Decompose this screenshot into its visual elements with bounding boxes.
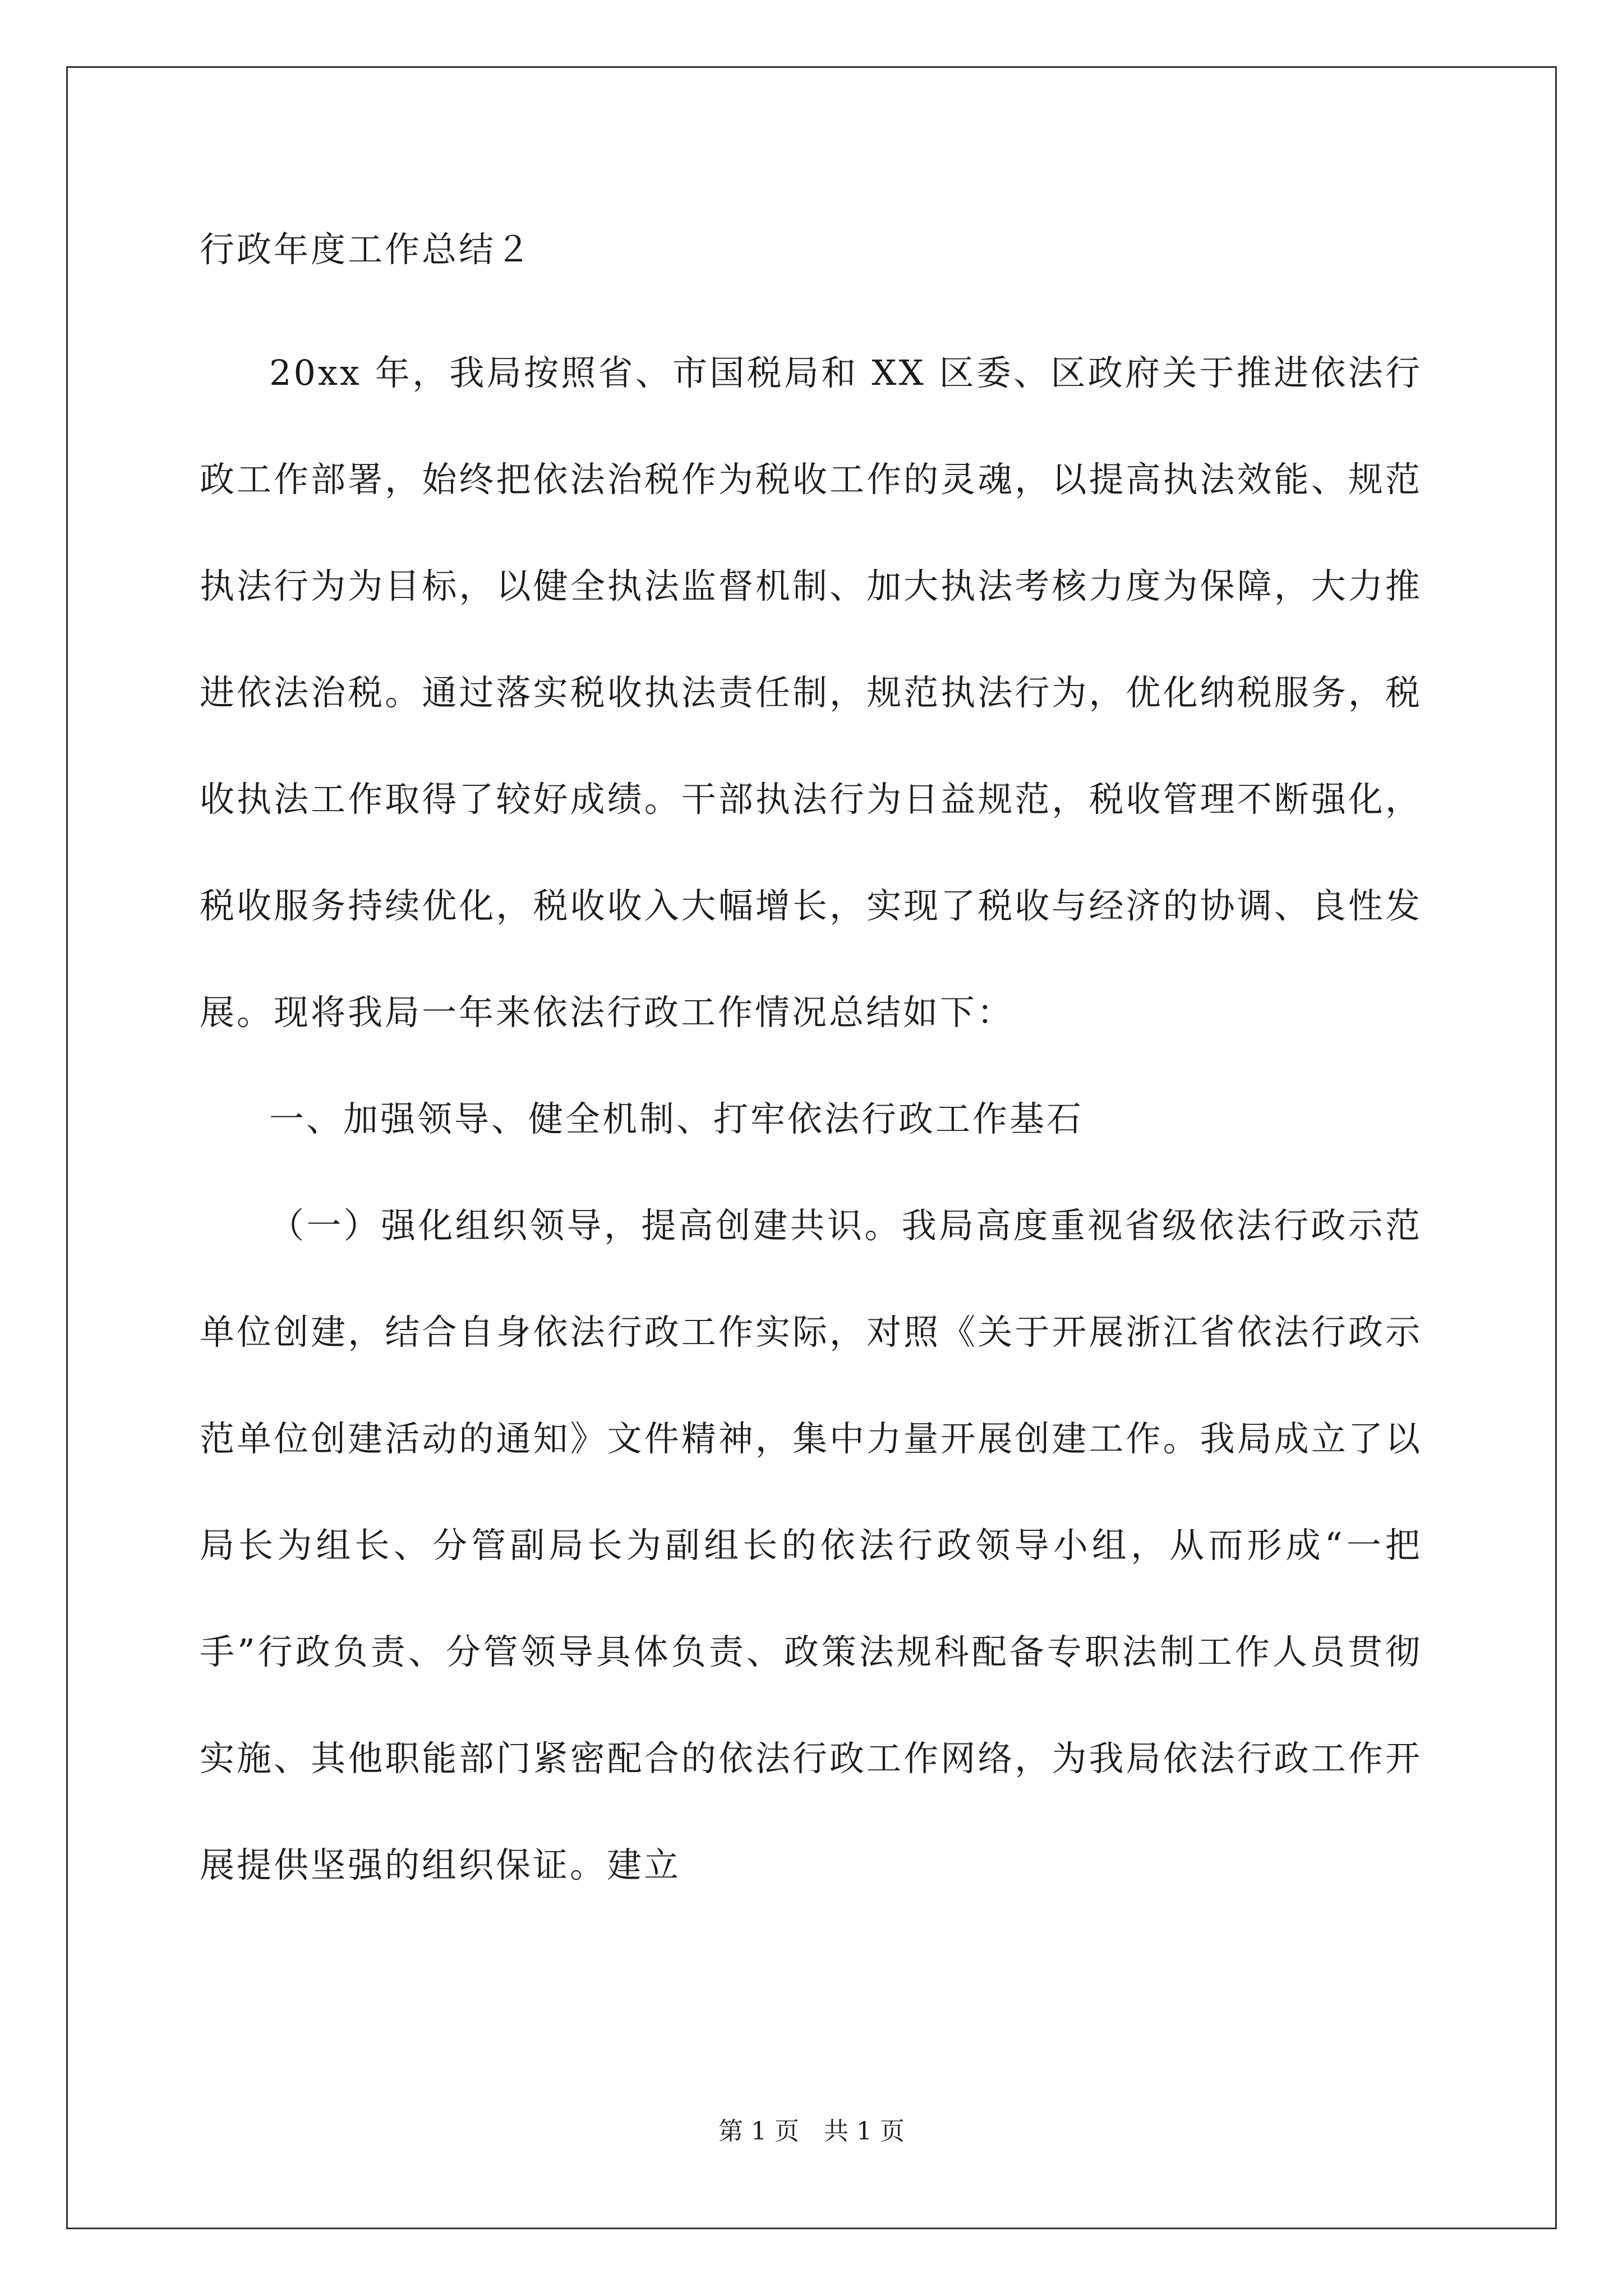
document-title: 行政年度工作总结２ [200,229,533,270]
paragraph-section-1-1: （一）强化组织领导，提高创建共识。我局高度重视省级依法行政示范单位创建，结合自身依法行政工作实际，对照《关于开展浙江省依法行政示范单位创建活动的通知》文件精神，集中力量开展创建工作。我局成立了以局长为组长、分管副局长为副组长的依法行政领导小组，从而形成“一把手”行政负责、分管领导具体负责、政策法规科配备专职法制工作人员贯彻实施、其他职能部门紧密配合的依法行政工作网络，为我局依法行政工作开展提供坚强的组织保证。建立 [200,1205,1422,1885]
paragraph-intro: 20xx 年，我局按照省、市国税局和 XX 区委、区政府关于推进依法行政工作部署，始终把依法治税作为税收工作的灵魂，以提高执法效能、规范执法行为为目标，以健全执法监督机制、加大执法考核力度为保障，大力推进依法治税。通过落实税收执法责任制，规范执法行为，优化纳税服务，税收执法工作取得了较好成绩。干部执法行为日益规范，税收管理不断强化，税收服务持续优化，税收收入大幅增长，实现了税收与经济的协调、良性发展。现将我局一年来依法行政工作情况总结如下： [200,352,1422,1033]
page-footer: 第 1 页 共 1 页 [718,2117,905,2146]
section-heading-1: 一、加强领导、健全机制、打牢依法行政工作基石 [269,1098,1084,1139]
document-body [200,213,1422,1918]
